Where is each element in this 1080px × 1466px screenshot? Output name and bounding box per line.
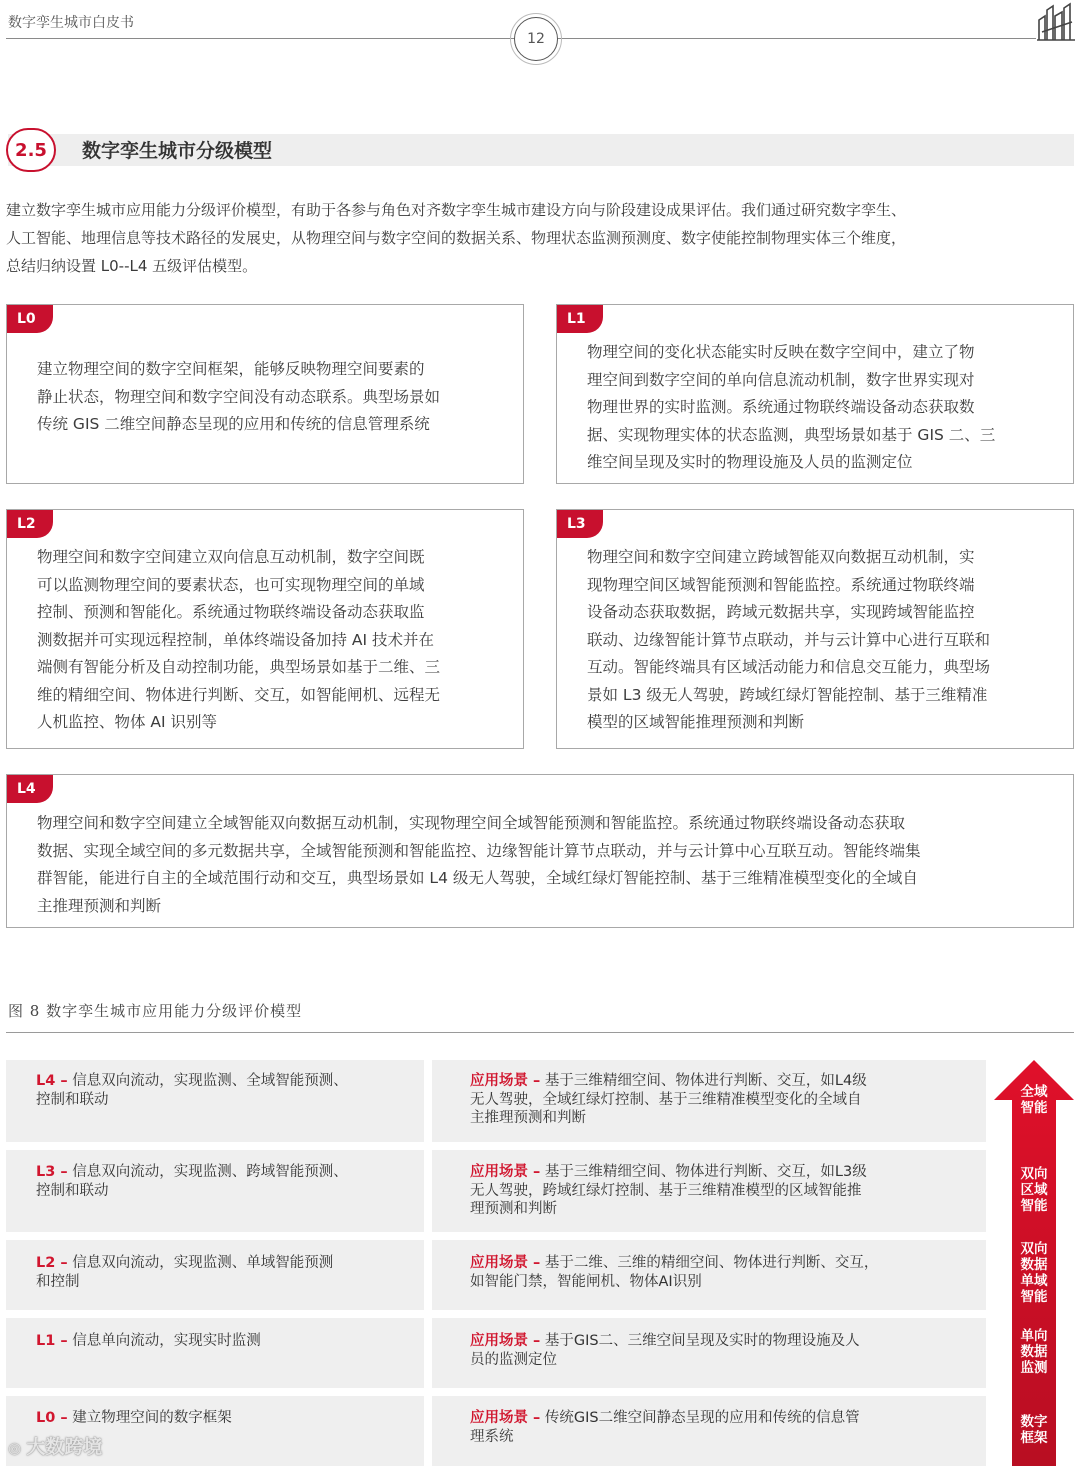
text-line: 测数据并可实现远程控制，单体终端设备加持 AI 技术并在 — [37, 630, 435, 649]
text-line: 物理空间的变化状态能实时反映在数字空间中，建立了物 — [587, 343, 975, 361]
text-line: 物理空间和数字空间建立双向信息互动机制，数字空间既 — [37, 548, 425, 566]
text-line: 如智能门禁，智能闸机、物体AI识别 — [470, 1273, 702, 1290]
text-line: 理系统 — [470, 1428, 514, 1445]
level-tag: L1 — [557, 305, 603, 333]
arrow-label-line: 数据 — [1020, 1257, 1048, 1273]
level-box-l1 — [556, 304, 1074, 484]
text-line: 员的监测定位 — [470, 1351, 557, 1368]
watermark-logo-icon: ◎ — [8, 1439, 27, 1457]
text-line: 可以监测物理空间的要素状态，也可实现物理空间的单域 — [37, 575, 425, 594]
arrow-label-line: 全域 — [1020, 1084, 1048, 1100]
level-description — [37, 810, 921, 920]
intro-line: 总结归纳设置 L0--L4 五级评估模型。 — [6, 257, 258, 275]
level-tag: L2 — [7, 510, 53, 538]
text-line: 控制和联动 — [36, 1182, 109, 1199]
text-line: 主推理预测和判断 — [37, 896, 162, 915]
figure-scene-text — [470, 1332, 860, 1369]
text-line: 物理空间和数字空间建立全域智能双向数据互动机制，实现物理空间全域智能预测和智能监控。系统通过物联终端设备动态获取 — [37, 814, 906, 832]
level-label: L2 – — [36, 1255, 68, 1271]
level-tag: L4 — [7, 775, 53, 803]
level-label: L4 – — [36, 1073, 68, 1089]
level-box-l3 — [556, 509, 1074, 749]
figure-rule — [6, 1032, 1074, 1033]
text-line: 传统 GIS 二维空间静态呈现的应用和传统的信息管理系统 — [37, 415, 430, 433]
section-number: 2.5 — [15, 139, 47, 161]
arrow-label-l1 — [1010, 1328, 1058, 1376]
intro-line: 建立数字孪生城市应用能力分级评价模型，有助于各参与角色对齐数字孪生城市建设方向与阶段建设成果评估。我们通过研究数字孪生、 — [6, 201, 907, 219]
figure-scene-text — [470, 1072, 867, 1128]
text-line: 无人驾驶，跨域红绿灯控制、基于三维精准模型的区域智能推 — [470, 1182, 862, 1199]
document-title: 数字孪生城市白皮书 — [8, 15, 134, 31]
scene-label: 应用场景 – — [470, 1410, 541, 1426]
text-line: 物理空间和数字空间建立跨域智能双向数据互动机制，实 — [587, 548, 975, 566]
arrow-label-line: 双向 — [1020, 1166, 1048, 1182]
arrow-label-l4 — [1010, 1084, 1058, 1116]
text-line: 控制和联动 — [36, 1091, 109, 1108]
text-line: 群智能，能进行自主的全域范围行动和交互，典型场景如 L4 级无人驾驶，全域红绿灯智能控制、基于三维精准模型变化的全域自 — [37, 869, 918, 887]
figure-level-text — [36, 1254, 333, 1291]
text-line: 基于三维精细空间、物体进行判断、交互，如L3级 — [544, 1164, 867, 1180]
city-skyline-logo-icon — [1036, 2, 1076, 44]
figure-scene-text — [470, 1409, 860, 1446]
arrow-label-line: 智能 — [1020, 1100, 1048, 1116]
text-line: 互动。智能终端具有区域活动能力和信息交互能力，典型场 — [587, 658, 991, 676]
text-line: 建立物理空间的数字框架 — [72, 1410, 232, 1426]
text-line: 基于GIS二、三维空间呈现及实时的物理设施及人 — [544, 1333, 860, 1349]
arrow-label-line: 监测 — [1020, 1360, 1048, 1376]
intro-paragraph — [6, 196, 1074, 280]
arrow-label-line: 框架 — [1020, 1430, 1048, 1446]
level-description — [37, 544, 440, 737]
text-line: 数据、实现全域空间的多元数据共享，全域智能预测和智能监控、边缘智能计算节点联动，并与云计算中心互联互动。智能终端集 — [37, 841, 921, 860]
figure-level-text — [36, 1332, 261, 1351]
figure-scene-text — [470, 1254, 878, 1291]
text-line: 联动、边缘智能计算节点联动，并与云计算中心进行互联和 — [587, 630, 991, 649]
text-line: 维空间呈现及实时的物理设施及人员的监测定位 — [587, 453, 913, 471]
figure-level-text — [36, 1072, 348, 1109]
level-description — [587, 339, 995, 477]
level-description — [587, 544, 990, 737]
text-line: 传统GIS二维空间静态呈现的应用和传统的信息管 — [544, 1410, 860, 1426]
text-line: 主推理预测和判断 — [470, 1110, 586, 1126]
text-line: 和控制 — [36, 1273, 80, 1290]
arrow-label-l0 — [1010, 1414, 1058, 1446]
text-line: 现物理空间区域智能预测和智能监控。系统通过物联终端 — [587, 575, 975, 594]
text-line: 信息双向流动，实现监测、跨域智能预测、 — [72, 1164, 348, 1180]
scene-label: 应用场景 – — [470, 1164, 541, 1180]
text-line: 模型的区域智能推理预测和判断 — [587, 713, 805, 731]
text-line: 景如 L3 级无人驾驶，跨域红绿灯智能控制、基于三维精准 — [587, 685, 988, 704]
section-title: 数字孪生城市分级模型 — [82, 140, 273, 162]
arrow-label-line: 单域 — [1020, 1273, 1048, 1289]
figure-level-text — [36, 1409, 232, 1428]
arrow-label-line: 单向 — [1020, 1328, 1048, 1344]
level-label: L1 – — [36, 1333, 68, 1349]
page-number: 12 — [527, 31, 545, 47]
level-box-l4 — [6, 774, 1074, 928]
figure-level-text — [36, 1163, 348, 1200]
text-line: 建立物理空间的数字空间框架，能够反映物理空间要素的 — [37, 360, 425, 378]
text-line: 控制、预测和智能化。系统通过物联终端设备动态获取监 — [37, 603, 425, 621]
text-line: 基于二维、三维的精细空间、物体进行判断、交互， — [544, 1255, 879, 1271]
text-line: 信息双向流动，实现监测、单域智能预测 — [72, 1255, 334, 1271]
text-line: 据、实现物理实体的状态监测，典型场景如基于 GIS 二、三 — [587, 425, 996, 444]
arrow-label-l3 — [1010, 1166, 1058, 1214]
level-description — [37, 356, 440, 439]
arrow-label-l2 — [1010, 1241, 1058, 1305]
text-line: 理预测和判断 — [470, 1201, 557, 1217]
level-label: L0 – — [36, 1410, 68, 1426]
arrow-label-line: 智能 — [1020, 1289, 1048, 1305]
level-label: L3 – — [36, 1164, 68, 1180]
text-line: 无人驾驶，全域红绿灯控制、基于三维精准模型变化的全域自 — [470, 1091, 862, 1108]
arrow-label-line: 数字 — [1020, 1414, 1048, 1430]
figure-caption: 图 8 数字孪生城市应用能力分级评价模型 — [8, 1002, 303, 1020]
arrow-label-line: 智能 — [1020, 1198, 1048, 1214]
section-number-badge — [6, 128, 56, 172]
scene-label: 应用场景 – — [470, 1073, 541, 1089]
page-number-badge — [514, 17, 558, 61]
scene-label: 应用场景 – — [470, 1333, 541, 1349]
watermark-text: 大数跨境 — [26, 1436, 103, 1458]
text-line: 信息单向流动，实现实时监测 — [72, 1333, 261, 1349]
level-box-l2 — [6, 509, 524, 749]
arrow-label-line: 区域 — [1020, 1182, 1048, 1198]
arrow-label-line: 数据 — [1020, 1344, 1048, 1360]
text-line: 端侧有智能分析及自动控制功能，典型场景如基于二维、三 — [37, 658, 441, 676]
text-line: 物理世界的实时监测。系统通过物联终端设备动态获取数 — [587, 398, 975, 416]
intro-line: 人工智能、地理信息等技术路径的发展史，从物理空间与数字空间的数据关系、物理状态监测预测度、数字使能控制物理实体三个维度， — [6, 229, 907, 247]
figure-scene-text — [470, 1163, 867, 1219]
text-line: 设备动态获取数据，跨域元数据共享，实现跨域智能监控 — [587, 603, 975, 621]
scene-label: 应用场景 – — [470, 1255, 541, 1271]
level-box-l0 — [6, 304, 524, 484]
figure-row-l1-level — [6, 1318, 424, 1388]
text-line: 维的精细空间、物体进行判断、交互，如智能闸机、远程无 — [37, 685, 441, 704]
text-line: 人机监控、物体 AI 识别等 — [37, 713, 218, 731]
text-line: 信息双向流动，实现监测、全域智能预测、 — [72, 1073, 348, 1089]
text-line: 静止状态，物理空间和数字空间没有动态联系。典型场景如 — [37, 387, 441, 406]
arrow-label-line: 双向 — [1020, 1241, 1048, 1257]
text-line: 理空间到数字空间的单向信息流动机制，数字世界实现对 — [587, 370, 975, 389]
level-tag: L0 — [7, 305, 53, 333]
level-tag: L3 — [557, 510, 603, 538]
watermark — [8, 1432, 102, 1459]
text-line: 基于三维精细空间、物体进行判断、交互，如L4级 — [544, 1073, 867, 1089]
